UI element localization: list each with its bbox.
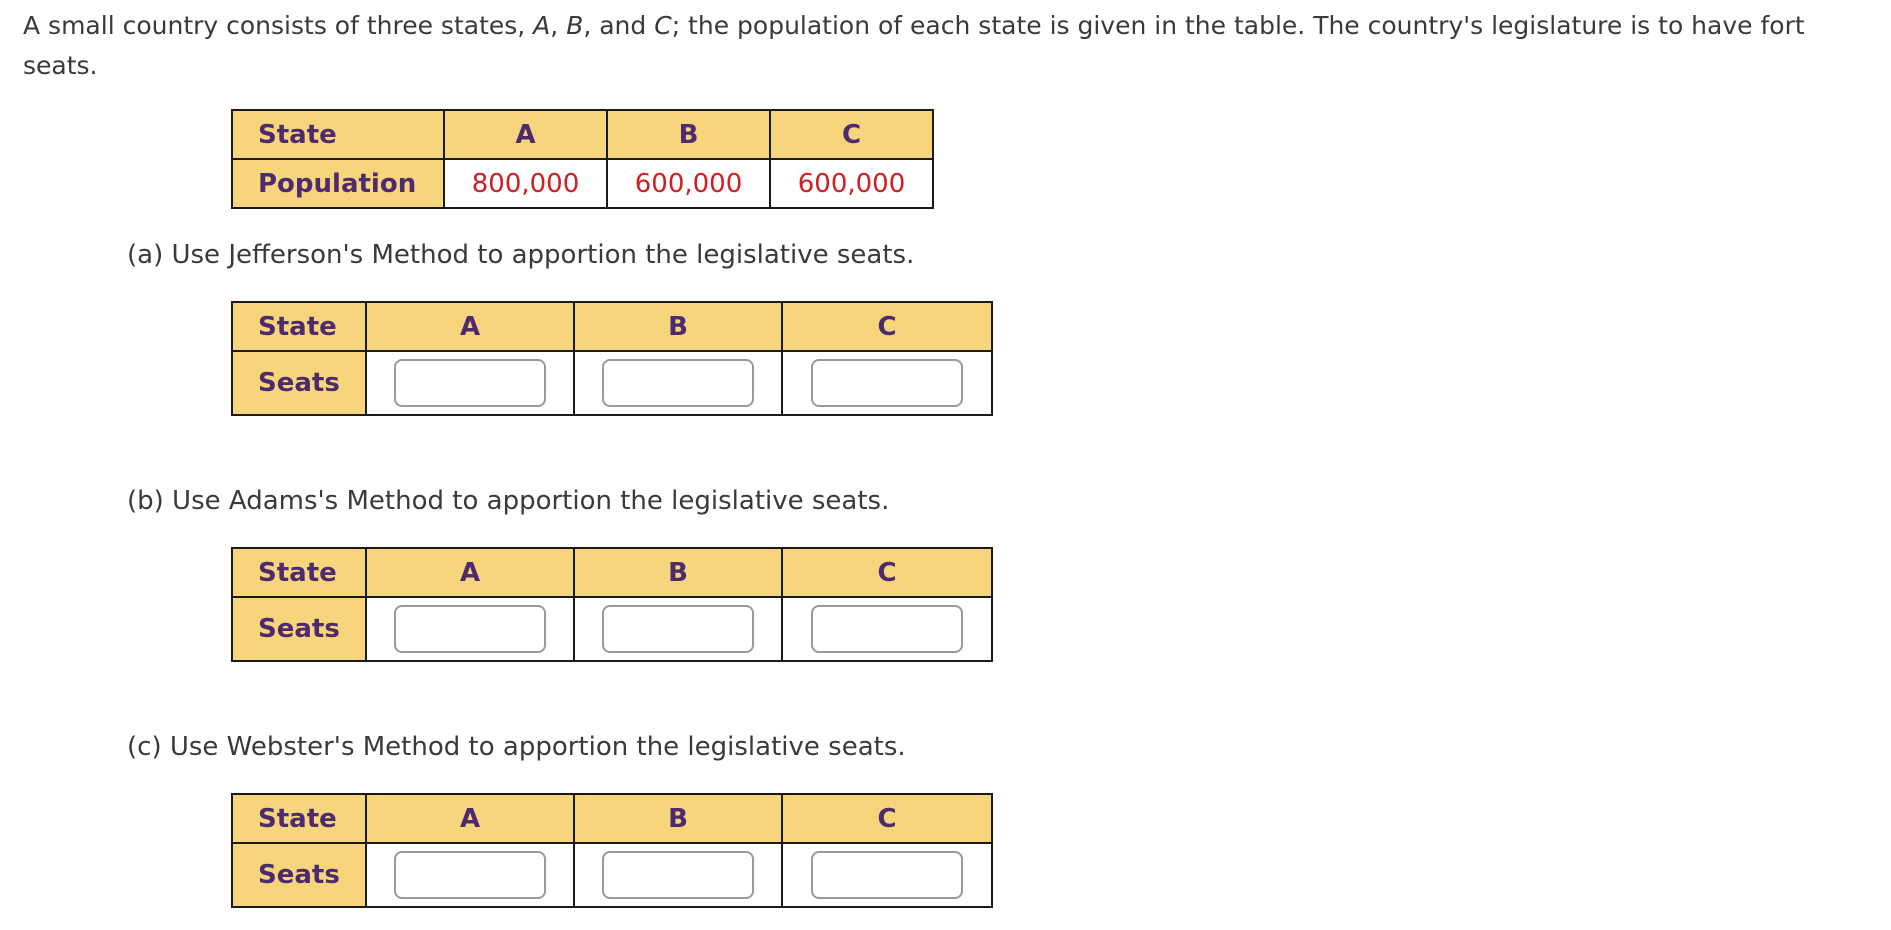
state-a-header: A [366, 302, 574, 351]
seats-row-label: Seats [232, 351, 366, 415]
population-table-header-row [232, 110, 933, 159]
state-header-label: State [232, 302, 366, 351]
state-a-header: A [366, 794, 574, 843]
state-a-header: A [444, 110, 607, 159]
state-b-header: B [574, 794, 782, 843]
population-state-a: 800,000 [444, 159, 607, 208]
state-c-header: C [770, 110, 933, 159]
population-state-b: 600,000 [607, 159, 770, 208]
webster-seats-a-input[interactable] [394, 851, 546, 899]
question-b-adams: (b) Use Adams's Method to apportion the legislative seats. [127, 486, 890, 516]
adams-seats-table [231, 547, 993, 662]
problem-statement-line-1: A small country consists of three states, A, B, and C; the population of each state is given in the table. The country's legislature is to have fort [23, 11, 1805, 40]
question-c-webster: (c) Use Webster's Method to apportion the legislative seats. [127, 732, 906, 762]
state-c-header: C [782, 548, 992, 597]
state-header-label: State [232, 794, 366, 843]
adams-seats-b-input[interactable] [602, 605, 754, 653]
adams-seats-a-input[interactable] [394, 605, 546, 653]
state-header-label: State [232, 548, 366, 597]
webster-seats-b-input[interactable] [602, 851, 754, 899]
webster-seats-row [232, 843, 992, 907]
adams-seats-c-input[interactable] [811, 605, 963, 653]
state-c-header: C [782, 302, 992, 351]
state-header-label: State [232, 110, 444, 159]
seats-row-label: Seats [232, 597, 366, 661]
population-state-c: 600,000 [770, 159, 933, 208]
population-table [231, 109, 934, 209]
population-row-label: Population [232, 159, 444, 208]
question-a-jefferson: (a) Use Jefferson's Method to apportion the legislative seats. [127, 240, 915, 270]
problem-statement [23, 6, 1891, 86]
state-b-header: B [574, 548, 782, 597]
adams-header-row [232, 548, 992, 597]
state-a-header: A [366, 548, 574, 597]
webster-seats-c-input[interactable] [811, 851, 963, 899]
jefferson-seats-c-input[interactable] [811, 359, 963, 407]
problem-statement-line-2: seats. [23, 51, 98, 80]
jefferson-header-row [232, 302, 992, 351]
population-row [232, 159, 933, 208]
jefferson-seats-b-input[interactable] [602, 359, 754, 407]
state-b-variable: B [566, 11, 584, 40]
state-b-header: B [607, 110, 770, 159]
webster-seats-table [231, 793, 993, 908]
adams-seats-row [232, 597, 992, 661]
jefferson-seats-row [232, 351, 992, 415]
webster-header-row [232, 794, 992, 843]
seats-row-label: Seats [232, 843, 366, 907]
jefferson-seats-table [231, 301, 993, 416]
state-a-variable: A [533, 11, 551, 40]
jefferson-seats-a-input[interactable] [394, 359, 546, 407]
state-c-variable: C [654, 11, 672, 40]
state-c-header: C [782, 794, 992, 843]
state-b-header: B [574, 302, 782, 351]
